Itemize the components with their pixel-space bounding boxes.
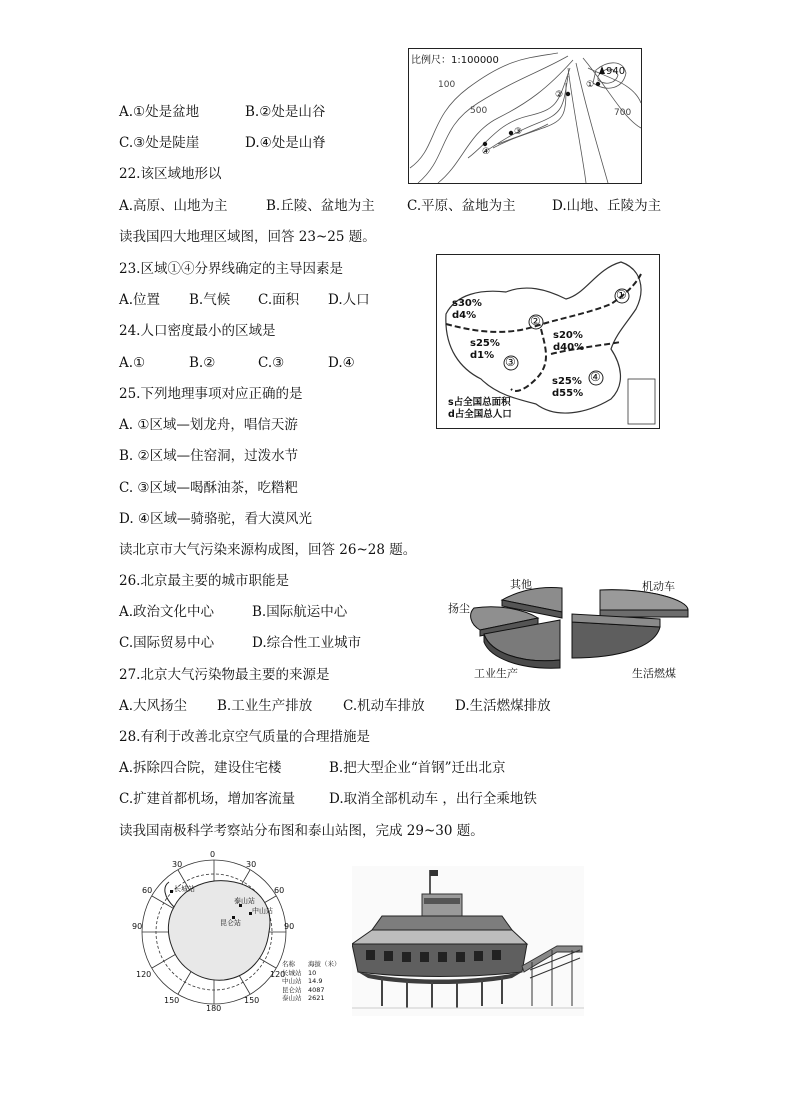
- stat-3-d: d1%: [470, 350, 495, 361]
- q24-option-b: B.②: [189, 355, 216, 371]
- station-changcheng: 长城站: [174, 885, 195, 893]
- q27-option-d: D.生活燃煤排放: [455, 698, 551, 714]
- q27-option-c: C.机动车排放: [343, 698, 425, 714]
- q28-option-c: C.扩建首都机场，增加客流量: [119, 791, 296, 807]
- table-row: [282, 969, 352, 978]
- table-cell: 2621: [308, 994, 325, 1002]
- station-kunlun: 昆仑站: [220, 919, 241, 927]
- contour-point-1: ①: [586, 80, 595, 90]
- q25-option-c: C. ③区域—喝酥油茶，吃糌粑: [119, 480, 299, 496]
- q28-option-a: A.拆除四合院，建设住宅楼: [119, 760, 282, 776]
- table-cell: 昆仑站: [282, 985, 302, 994]
- q28-stem: 28.有利于改善北京空气质量的合理措施是: [119, 729, 370, 745]
- lon-180: 180: [206, 1004, 222, 1013]
- taishan-station-svg: [352, 866, 584, 1016]
- contour-point-3: ③: [514, 127, 523, 137]
- region-label-4: ④: [590, 370, 601, 384]
- pie-label-coal: 生活燃煤: [632, 667, 676, 680]
- q22-option-c: C.平原、盆地为主: [407, 198, 516, 214]
- lon-30w: 30: [172, 860, 183, 869]
- contour-point-4: ④: [482, 147, 491, 157]
- region-label-1: ①: [616, 288, 627, 302]
- stat-4-d: d55%: [552, 388, 584, 399]
- pie-label-industry: 工业生产: [474, 667, 518, 680]
- q28-option-d: D.取消全部机动车 ，出行全乘地铁: [329, 791, 537, 807]
- q25-option-d: D. ④区域—骑骆驼，看大漠风光: [119, 511, 313, 527]
- pollution-pie-chart: [440, 572, 690, 684]
- table-header: [282, 960, 352, 969]
- antarctic-map-svg: [134, 852, 294, 1012]
- stat-2-s: s20%: [553, 330, 583, 341]
- lon-120w: 120: [136, 970, 152, 979]
- q25-stem: 25.下列地理事项对应正确的是: [119, 386, 303, 402]
- q26-option-c: C.国际贸易中心: [119, 635, 215, 651]
- table-row: [282, 994, 352, 1003]
- china-regions-map: [436, 254, 660, 429]
- q27-option-b: B.工业生产排放: [217, 698, 313, 714]
- q25-option-b: B. ②区域—住窑洞，过泼水节: [119, 448, 299, 464]
- table-header-name: 名称: [282, 960, 295, 968]
- q23-stem: 23.区域①④分界线确定的主导因素是: [119, 261, 343, 277]
- intro-23-25: 读我国四大地理区域图，回答 23~25 题。: [119, 229, 376, 245]
- q22-option-b: B.丘陵、盆地为主: [266, 198, 375, 214]
- taishan-station-picture: [352, 866, 584, 1016]
- table-cell: 10: [308, 968, 317, 977]
- q24-option-a: A.①: [119, 355, 146, 371]
- q26-option-d: D.综合性工业城市: [252, 635, 362, 651]
- q26-stem: 26.北京最主要的城市职能是: [119, 573, 289, 589]
- contour-scale-label: 比例尺：1:100000: [411, 55, 499, 66]
- q24-stem: 24.人口密度最小的区域是: [119, 323, 276, 339]
- table-cell: 泰山站: [282, 994, 302, 1002]
- q23-option-a: A.位置: [119, 292, 161, 308]
- stat-1-d: d4%: [452, 310, 477, 321]
- q23-option-b: B.气候: [189, 292, 231, 308]
- table-cell: 中山站: [282, 977, 302, 985]
- table-cell: 14.9: [308, 977, 323, 985]
- q27-stem: 27.北京大气污染物最主要的来源是: [119, 667, 330, 683]
- lon-60e: 60: [274, 886, 285, 895]
- contour-point-2: ②: [555, 90, 564, 100]
- q27-option-a: A.大风扬尘: [119, 698, 188, 714]
- stat-4-s: s25%: [552, 376, 582, 387]
- q22-option-d: D.山地、丘陵为主: [552, 198, 662, 214]
- q26-option-a: A.政治文化中心: [119, 604, 215, 620]
- antarctic-station-map: [134, 852, 294, 1012]
- q21-option-a: A.①处是盆地: [119, 104, 200, 120]
- q26-option-b: B.国际航运中心: [252, 604, 348, 620]
- lon-150e: 150: [244, 996, 260, 1005]
- intro-29-30: 读我国南极科学考察站分布图和泰山站图，完成 29~30 题。: [119, 823, 484, 839]
- lon-0: 0: [210, 850, 216, 859]
- stat-3-s: s25%: [470, 338, 500, 349]
- lon-30e: 30: [246, 860, 257, 869]
- q28-option-b: B.把大型企业“首钢”迁出北京: [329, 760, 506, 776]
- contour-label-500: 500: [470, 106, 488, 116]
- q23-option-c: C.面积: [258, 292, 300, 308]
- pie-label-other: 其他: [510, 578, 532, 591]
- q22-option-a: A.高原、山地为主: [119, 198, 228, 214]
- q21-option-d: D.④处是山脊: [245, 135, 326, 151]
- lon-90e: 90: [284, 922, 295, 931]
- q24-option-d: D.④: [328, 355, 355, 371]
- q24-option-c: C.③: [258, 355, 285, 371]
- pie-label-vehicles: 机动车: [642, 580, 675, 593]
- legend-population: d占全国总人口: [448, 409, 512, 420]
- table-header-alt: 海拔（米）: [308, 960, 341, 968]
- q23-option-d: D.人口: [328, 292, 370, 308]
- table-cell: 4087: [308, 985, 325, 994]
- stat-2-d: d40%: [553, 342, 585, 353]
- station-altitude-table: [282, 960, 352, 1010]
- station-taishan: 泰山站: [234, 897, 255, 905]
- contour-label-100: 100: [438, 80, 456, 90]
- table-row: [282, 977, 352, 986]
- contour-map: [408, 48, 642, 184]
- lon-150w: 150: [164, 996, 180, 1005]
- contour-label-940: 940: [606, 66, 626, 77]
- q21-option-c: C.③处是陡崖: [119, 135, 200, 151]
- table-cell: 长城站: [282, 968, 302, 977]
- contour-label-700: 700: [614, 108, 632, 118]
- legend-area: s占全国总面积: [448, 397, 511, 408]
- region-label-2: ②: [530, 314, 541, 328]
- q22-stem: 22.该区域地形以: [119, 166, 222, 182]
- lon-90w: 90: [132, 922, 143, 931]
- station-zhongshan: 中山站: [252, 907, 273, 915]
- intro-26-28: 读北京市大气污染来源构成图，回答 26~28 题。: [119, 542, 417, 558]
- q21-option-b: B.②处是山谷: [245, 104, 326, 120]
- q25-option-a: A. ①区域—划龙舟，唱信天游: [119, 417, 298, 433]
- lon-60w: 60: [142, 886, 153, 895]
- table-row: [282, 986, 352, 995]
- pie-label-dust: 扬尘: [448, 602, 470, 615]
- stat-1-s: s30%: [452, 298, 482, 309]
- region-label-3: ③: [505, 355, 516, 369]
- lon-120e: 120: [270, 970, 286, 979]
